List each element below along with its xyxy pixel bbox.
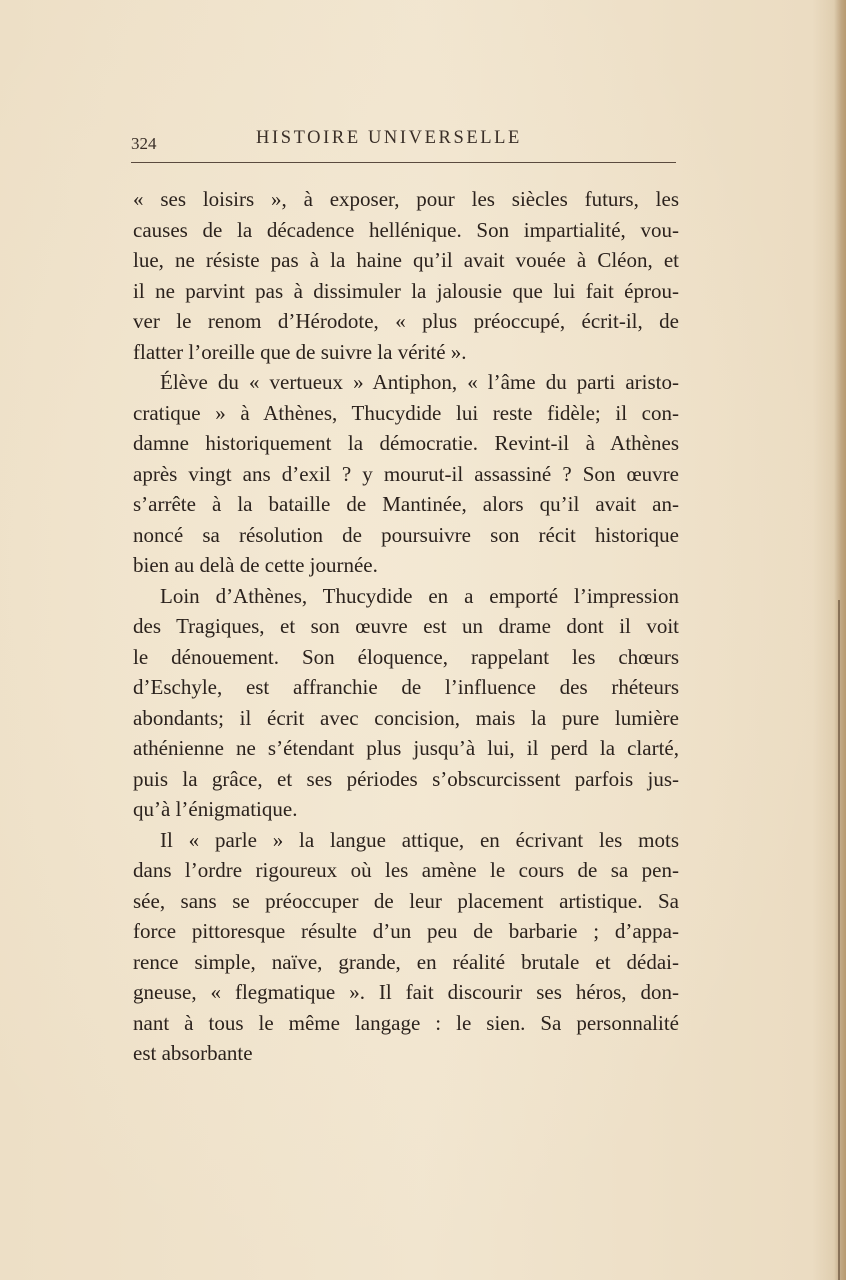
running-title: HISTOIRE UNIVERSELLE	[256, 128, 522, 148]
text-line: damne historiquement la démocratie. Revint-il à Athènes	[133, 431, 679, 455]
text-line: lue, ne résiste pas à la haine qu’il avait vouée à Cléon, et	[133, 248, 679, 272]
text-line: sée, sans se préoccuper de leur placement artistique. Sa	[133, 888, 679, 913]
text-line: il ne parvint pas à dissimuler la jalousie que lui fait éprou-	[133, 278, 679, 303]
text-line: rence simple, naïve, grande, en réalité brutale et dédai-	[133, 949, 679, 974]
page-edge-shadow	[834, 0, 846, 1280]
text-line: causes de la décadence hellénique. Son impartialité, vou-	[133, 217, 679, 242]
text-line: après vingt ans d’exil ? y mourut-il assassiné ? Son œuvre	[133, 461, 679, 486]
text-line: puis la grâce, et ses périodes s’obscurcissent parfois jus-	[133, 766, 679, 791]
text-line: abondants; il écrit avec concision, mais la pure lumière	[133, 705, 679, 730]
text-line: nant à tous le même langage : le sien. Sa personnalité	[133, 1010, 679, 1035]
text-line: cratique » à Athènes, Thucydide lui reste fidèle; il con-	[133, 400, 679, 425]
page-header	[131, 128, 679, 158]
text-line: Loin d’Athènes, Thucydide en a emporté l’impression	[160, 583, 679, 608]
text-line: noncé sa résolution de poursuivre son récit historique	[133, 522, 679, 547]
text-line: athénienne ne s’étendant plus jusqu’à lui, il perd la clarté,	[133, 736, 679, 760]
text-line: qu’à l’énigmatique.	[133, 797, 298, 821]
text-line: ver le renom d’Hérodote, « plus préoccupé, écrit-il, de	[133, 309, 679, 333]
text-line: des Tragiques, et son œuvre est un drame dont il voit	[133, 614, 679, 638]
text-line: Élève du « vertueux » Antiphon, « l’âme du parti aristo-	[160, 370, 679, 394]
text-line: le dénouement. Son éloquence, rappelant les chœurs	[133, 644, 679, 669]
text-line: « ses loisirs », à exposer, pour les siècles futurs, les	[133, 187, 679, 211]
text-line: d’Eschyle, est affranchie de l’influence des rhéteurs	[133, 675, 679, 699]
text-line: force pittoresque résulte d’un peu de barbarie ; d’appa-	[133, 919, 679, 943]
page-edge-line	[838, 600, 840, 1280]
text-line: Il « parle » la langue attique, en écrivant les mots	[160, 827, 679, 852]
page-number: 324	[131, 134, 157, 153]
text-line: bien au delà de cette journée.	[133, 553, 378, 577]
header-rule	[131, 162, 676, 163]
text-line: flatter l’oreille que de suivre la vérité ».	[133, 339, 467, 364]
text-line: dans l’ordre rigoureux où les amène le cours de sa pen-	[133, 858, 679, 882]
text-line: gneuse, « flegmatique ». Il fait discourir ses héros, don-	[133, 980, 679, 1004]
text-line: est absorbante	[133, 1041, 253, 1065]
text-line: s’arrête à la bataille de Mantinée, alors qu’il avait an-	[133, 492, 679, 516]
body-text	[133, 184, 679, 1069]
